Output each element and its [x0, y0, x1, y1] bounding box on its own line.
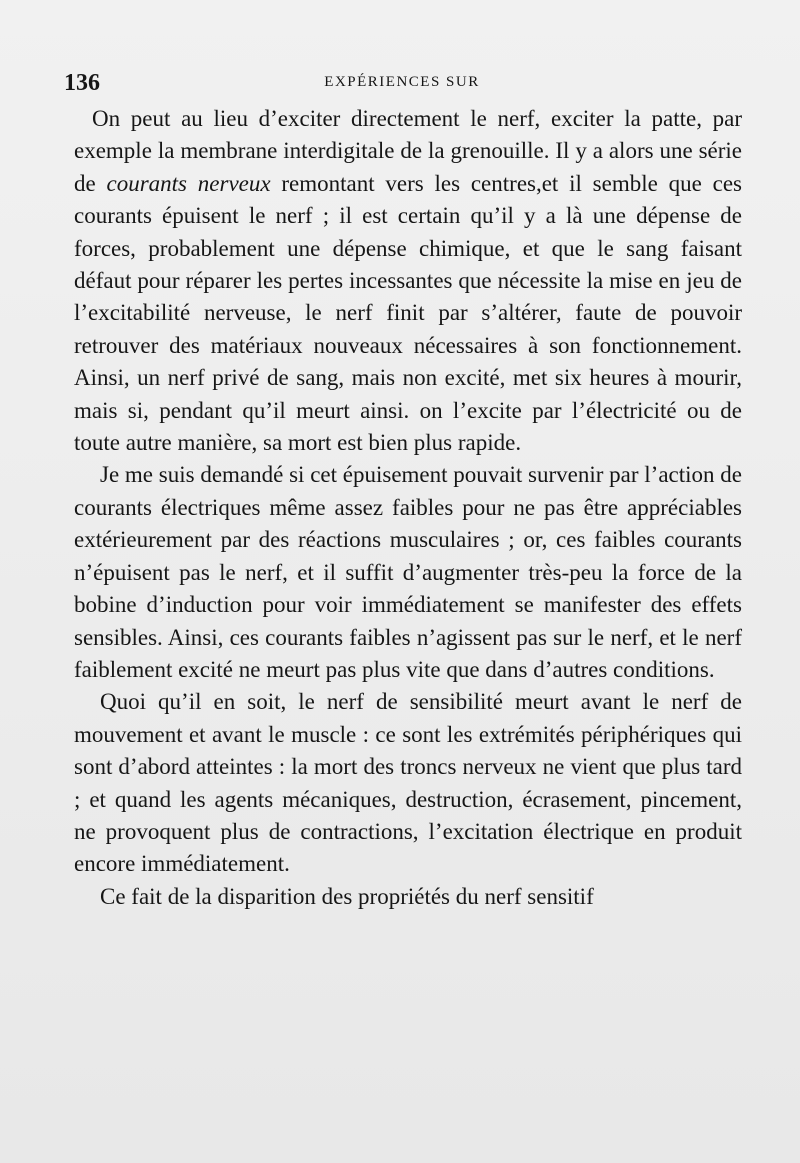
paragraph-2: Je me suis demandé si cet épuisement pouvait survenir par l’action de courants électriques même assez faibles pour ne pas être appréciables extérieurement par des réactions musculaires ; or, ces faibles courants n’épuisent pas le nerf, et il suffit d’augmenter très-peu la force de la bobine d’induction pour voir immédiatement se manifester des effets sensibles. Ainsi, ces courants faibles n’agissent pas sur le nerf, et le nerf faiblement excité ne meurt pas plus vite que dans d’autres conditions. — [74, 462, 742, 682]
paragraph-3: Quoi qu’il en soit, le nerf de sensibilité meurt avant le nerf de mouvement et avant le muscle : ce sont les extrémités périphériques qui sont d’abord atteintes : la mort des troncs nerveux ne vient que plus tard ; et quand les agents mécaniques, destruction, écrasement, pincement, ne provoquent plus de contractions, l’excitation électrique en produit encore immédiatement. — [74, 689, 742, 877]
paragraph-4: Ce fait de la disparition des propriétés du nerf sensitif — [100, 883, 594, 909]
page-number: 136 — [64, 70, 100, 96]
paragraph-1-italic-phrase: courants nerveux — [106, 170, 271, 196]
page-header — [64, 68, 740, 98]
paragraph-1-text-start: On peut au lieu d’exciter directement le nerf, exciter la patte, par exemple la membrane interdigitale de la grenouille. Il y a alors une série de — [74, 106, 742, 196]
page-body — [74, 103, 742, 913]
paragraph-1 — [74, 103, 742, 459]
paragraph-1-text-end: remontant vers les centres,et il semble que ces courants épuisent le nerf ; il est certain qu’il y a là une dépense de forces, probablement une dépense chimique, et que le sang faisant défaut pour réparer les pertes incessantes que nécessite la mise en jeu de l’excitabilité nerveuse, le nerf finit par s’altérer, faute de pouvoir retrouver des matériaux nouveaux nécessaires à son fonctionnement. Ainsi, un nerf privé de sang, mais non excité, met six heures à mourir, mais si, pendant qu’il meurt ainsi. on l’excite par l’électricité ou de toute autre manière, sa mort est bien plus rapide. — [74, 170, 742, 456]
running-title: EXPÉRIENCES SUR — [324, 74, 480, 90]
